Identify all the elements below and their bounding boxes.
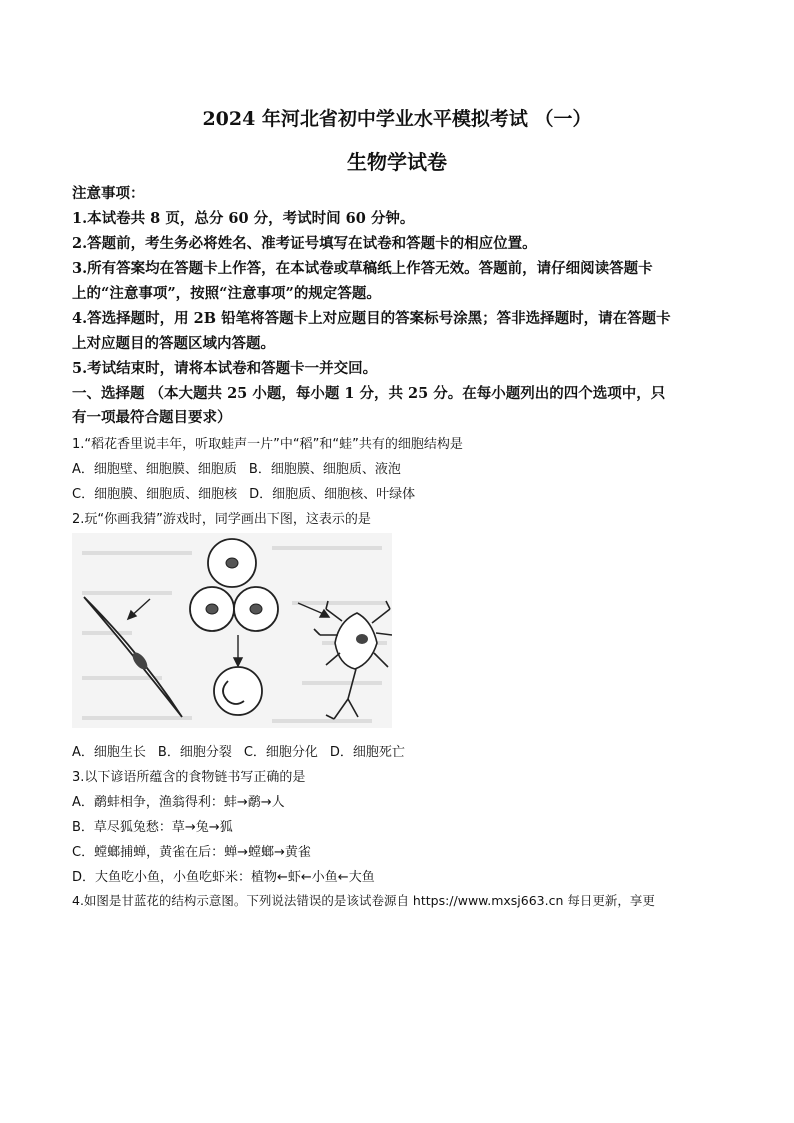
option-b: B．细胞分裂: [157, 745, 232, 760]
notice-item: 5.考试结束时，请将本试卷和答题卡一并交回。: [72, 360, 378, 377]
nucleus-icon: [226, 558, 238, 568]
question-3-stem: 3.以下谚语所蕴含的食物链书写正确的是: [72, 770, 306, 785]
nucleus-icon: [206, 604, 218, 614]
question-1-options-cd: [72, 483, 415, 502]
option-a: A．细胞壁、细胞膜、细胞质: [72, 462, 237, 477]
question-4-stem: [72, 891, 655, 909]
option-c: C．细胞膜、细胞质、细胞核: [72, 487, 238, 502]
question-1-options-ab: [72, 458, 401, 477]
question-4-text: 4.如图是甘蓝花的结构示意图。下列说法错误的是: [72, 893, 347, 908]
exam-title: 2024 年河北省初中学业水平模拟考试 （一）: [202, 108, 592, 130]
section-heading: 一、选择题 （本大题共 25 小题，每小题 1 分，共 25 分。在每小题列出的四个选项中，只: [72, 385, 666, 402]
notice-heading: 注意事项：: [72, 185, 145, 202]
notice-item: 4.答选择题时，用 2B 铅笔将答题卡上对应题目的答案标号涂黑；答非选择题时，请在答题卡: [72, 310, 671, 327]
cell-differentiation-figure: [72, 533, 392, 728]
option-d: D．细胞质、细胞核、叶绿体: [249, 487, 416, 502]
source-watermark: 该试卷源自 https://www.mxsj663.cn 每日更新，享更: [346, 893, 655, 908]
question-3-option-a: A．鹬蚌相争，渔翁得利：蚌→鹬→人: [72, 795, 285, 810]
red-blood-cell: [214, 667, 262, 715]
option-d: D．细胞死亡: [329, 745, 405, 760]
notice-item: 1.本试卷共 8 页，总分 60 分，考试时间 60 分钟。: [72, 210, 415, 227]
option-b: B．细胞膜、细胞质、液泡: [248, 462, 401, 477]
exam-subtitle: 生物学试卷: [347, 150, 447, 174]
section-heading-cont: 有一项最符合题目要求）: [72, 409, 232, 426]
notice-item: 2.答题前，考生务必将姓名、准考证号填写在试卷和答题卡的相应位置。: [72, 235, 537, 252]
option-c: C．细胞分化: [243, 745, 318, 760]
question-3-option-b: B．草尽狐兔愁：草→兔→狐: [72, 820, 233, 835]
notice-item: 上的“注意事项”，按照“注意事项”的规定答题。: [72, 285, 381, 302]
question-2-options: [72, 741, 405, 760]
notice-item: 上对应题目的答题区域内答题。: [72, 335, 275, 352]
question-2-stem: 2.玩“你画我猜”游戏时，同学画出下图，这表示的是: [72, 512, 371, 527]
nucleus-icon: [250, 604, 262, 614]
neuron-nucleus-icon: [356, 634, 368, 644]
notice-item: 3.所有答案均在答题卡上作答，在本试卷或草稿纸上作答无效。答题前，请仔细阅读答题卡: [72, 260, 653, 277]
question-1-stem: 1.“稻花香里说丰年，听取蛙声一片”中“稻”和“蛙”共有的细胞结构是: [72, 437, 463, 452]
option-a: A．细胞生长: [72, 745, 146, 760]
question-3-option-d: D．大鱼吃小鱼，小鱼吃虾米：植物←虾←小鱼←大鱼: [72, 870, 375, 885]
question-3-option-c: C．螳螂捕蝉，黄雀在后：蝉→螳螂→黄雀: [72, 845, 311, 860]
